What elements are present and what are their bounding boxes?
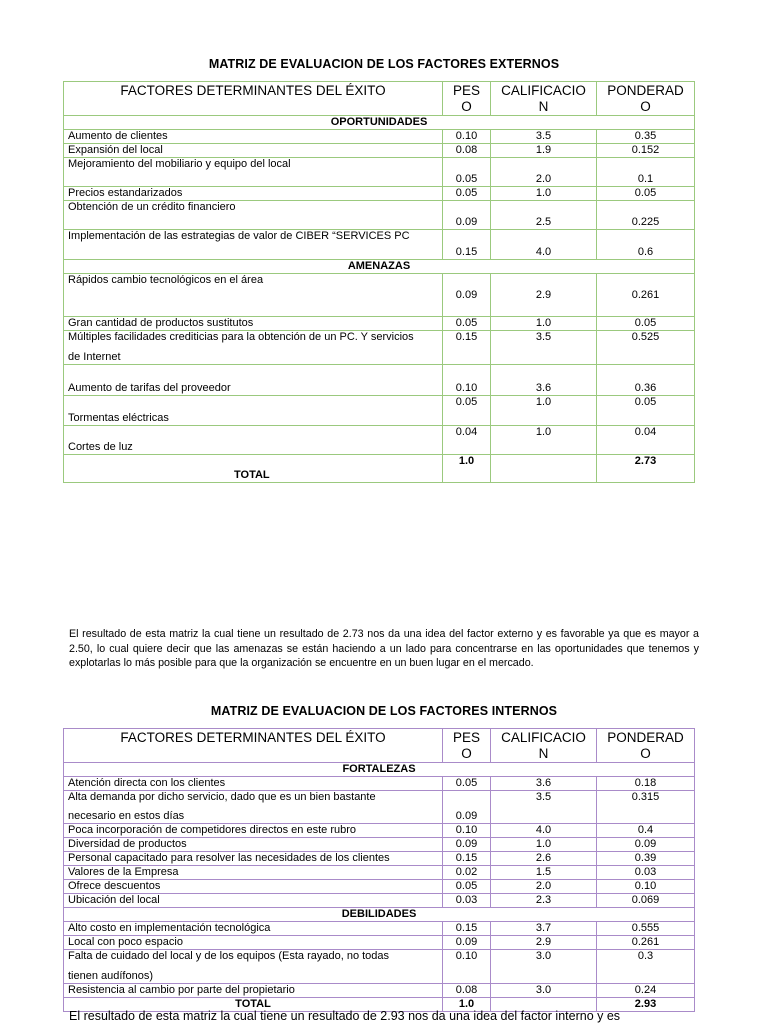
total-weight: 1.0: [443, 998, 491, 1012]
weighted-cell: 0.10: [597, 880, 695, 894]
weight-cell: 0.05: [443, 158, 491, 187]
weight-cell: 0.09: [443, 791, 491, 824]
factor-cell: Alto costo en implementación tecnológica: [64, 922, 443, 936]
weighted-cell: 0.315: [597, 791, 695, 824]
table-row: [64, 365, 695, 396]
rating-cell: 1.0: [491, 426, 597, 455]
rating-cell: 4.0: [491, 824, 597, 838]
weight-cell: 0.10: [443, 365, 491, 396]
external-result-paragraph: El resultado de esta matriz la cual tiene un resultado de 2.73 nos da una idea del factor externo y es favorable ya que es mayor a 2.50, lo cual quiere decir que las amenazas se están haciendo a un lado para concentrarse en las oportunidades que tenemos y explotarlas lo más posible para que la organización se encuentre en un buen lugar en el mercado.: [69, 628, 699, 669]
rating-cell: 2.3: [491, 894, 597, 908]
weighted-cell: 0.225: [597, 201, 695, 230]
table-row: [64, 894, 695, 908]
weighted-cell: 0.24: [597, 984, 695, 998]
section-row-weaknesses: [64, 908, 695, 922]
weight-cell: 0.09: [443, 838, 491, 852]
header-factors: FACTORES DETERMINANTES DEL ÉXITO: [64, 82, 443, 116]
weight-cell: 0.05: [443, 396, 491, 426]
rating-cell: 1.5: [491, 866, 597, 880]
factor-cell: Local con poco espacio: [64, 936, 443, 950]
weight-cell: 0.10: [443, 950, 491, 984]
weighted-cell: 0.069: [597, 894, 695, 908]
weight-cell: 0.10: [443, 130, 491, 144]
weighted-cell: 0.1: [597, 158, 695, 187]
factor-cell: Aumento de tarifas del proveedor: [64, 365, 443, 396]
factor-line-2: tienen audífonos): [68, 970, 154, 982]
factor-cell: Cortes de luz: [64, 426, 443, 455]
weight-cell: 0.09: [443, 274, 491, 317]
total-label: TOTAL: [64, 998, 443, 1012]
rating-cell: 3.0: [491, 950, 597, 984]
rating-cell: 3.6: [491, 365, 597, 396]
section-label: AMENAZAS: [64, 260, 695, 274]
weight-cell: 0.05: [443, 777, 491, 791]
factor-cell: [64, 950, 443, 984]
external-matrix-title: MATRIZ DE EVALUACION DE LOS FACTORES EXTERNOS: [208, 57, 560, 71]
rating-cell: 2.9: [491, 936, 597, 950]
rating-cell: 1.0: [491, 187, 597, 201]
weighted-cell: 0.05: [597, 317, 695, 331]
factor-cell: Aumento de clientes: [64, 130, 443, 144]
table-header-row: [64, 82, 695, 116]
header-weighted: PONDERAD O: [597, 729, 695, 763]
factor-line-2: necesario en estos días: [68, 810, 185, 822]
rating-cell: 3.5: [491, 130, 597, 144]
table-row: [64, 791, 695, 824]
weighted-cell: 0.36: [597, 365, 695, 396]
weight-cell: 0.05: [443, 880, 491, 894]
factor-line-1: Falta de cuidado del local y de los equipos (Esta rayado, no todas: [68, 950, 390, 962]
factor-cell: [64, 331, 443, 365]
weight-cell: 0.10: [443, 824, 491, 838]
table-header-row: [64, 729, 695, 763]
table-row: [64, 880, 695, 894]
weighted-cell: 0.03: [597, 866, 695, 880]
rating-cell: 3.0: [491, 984, 597, 998]
rating-cell: 3.6: [491, 777, 597, 791]
weighted-cell: 0.261: [597, 936, 695, 950]
table-total-row: [64, 455, 695, 483]
external-factors-table: [63, 81, 695, 483]
header-weighted: PONDERAD O: [597, 82, 695, 116]
table-row: [64, 158, 695, 187]
factor-cell: Mejoramiento del mobiliario y equipo del local: [64, 158, 443, 187]
weighted-cell: 0.05: [597, 187, 695, 201]
factor-line-1: Múltiples facilidades crediticias para la obtención de un PC. Y servicios: [68, 331, 414, 343]
factor-cell: Diversidad de productos: [64, 838, 443, 852]
rating-cell: 1.9: [491, 144, 597, 158]
rating-cell: 2.0: [491, 880, 597, 894]
weight-cell: 0.08: [443, 984, 491, 998]
table-row: [64, 838, 695, 852]
table-row: [64, 984, 695, 998]
total-weighted: 2.73: [597, 455, 695, 483]
weighted-cell: 0.04: [597, 426, 695, 455]
header-weight: PES O: [443, 82, 491, 116]
total-label: TOTAL: [64, 455, 443, 483]
weight-cell: 0.03: [443, 894, 491, 908]
table-row: [64, 852, 695, 866]
weighted-cell: 0.05: [597, 396, 695, 426]
weighted-cell: 0.525: [597, 331, 695, 365]
header-weight: PES O: [443, 729, 491, 763]
table-row: [64, 201, 695, 230]
factor-cell: [64, 791, 443, 824]
factor-cell: Ubicación del local: [64, 894, 443, 908]
section-row-threats: [64, 260, 695, 274]
table-row: [64, 950, 695, 984]
table-row: [64, 824, 695, 838]
factor-cell: Poca incorporación de competidores directos en este rubro: [64, 824, 443, 838]
weight-cell: 0.05: [443, 187, 491, 201]
table-row: [64, 230, 695, 260]
table-row: [64, 274, 695, 317]
table-row: [64, 922, 695, 936]
internal-factors-table: [63, 728, 695, 1012]
weight-cell: 0.08: [443, 144, 491, 158]
table-row: [64, 317, 695, 331]
factor-cell: Gran cantidad de productos sustitutos: [64, 317, 443, 331]
weighted-cell: 0.4: [597, 824, 695, 838]
weighted-cell: 0.261: [597, 274, 695, 317]
rating-cell: 1.0: [491, 838, 597, 852]
table-row: [64, 144, 695, 158]
section-row-opportunities: [64, 116, 695, 130]
total-weighted: 2.93: [597, 998, 695, 1012]
weight-cell: 0.05: [443, 317, 491, 331]
weighted-cell: 0.18: [597, 777, 695, 791]
weight-cell: 0.09: [443, 201, 491, 230]
rating-cell: 4.0: [491, 230, 597, 260]
factor-cell: Ofrece descuentos: [64, 880, 443, 894]
weighted-cell: 0.555: [597, 922, 695, 936]
table-row: [64, 866, 695, 880]
section-label: DEBILIDADES: [64, 908, 695, 922]
internal-matrix-title: MATRIZ DE EVALUACION DE LOS FACTORES INTERNOS: [210, 704, 558, 718]
weighted-cell: 0.35: [597, 130, 695, 144]
weighted-cell: 0.6: [597, 230, 695, 260]
factor-cell: Tormentas eléctricas: [64, 396, 443, 426]
rating-cell: 2.0: [491, 158, 597, 187]
rating-cell: 2.6: [491, 852, 597, 866]
factor-cell: Expansión del local: [64, 144, 443, 158]
header-factors: FACTORES DETERMINANTES DEL ÉXITO: [64, 729, 443, 763]
table-row: [64, 936, 695, 950]
section-label: OPORTUNIDADES: [64, 116, 695, 130]
weighted-cell: 0.39: [597, 852, 695, 866]
factor-cell: Valores de la Empresa: [64, 866, 443, 880]
rating-cell: 1.0: [491, 317, 597, 331]
weight-cell: 0.02: [443, 866, 491, 880]
total-rating-empty: [491, 455, 597, 483]
weight-cell: 0.15: [443, 331, 491, 365]
weight-cell: 0.15: [443, 852, 491, 866]
factor-line-2: de Internet: [68, 351, 121, 363]
weighted-cell: 0.09: [597, 838, 695, 852]
header-rating: CALIFICACIO N: [491, 82, 597, 116]
section-row-strengths: [64, 763, 695, 777]
total-weight: 1.0: [443, 455, 491, 483]
rating-cell: 3.7: [491, 922, 597, 936]
factor-cell: Atención directa con los clientes: [64, 777, 443, 791]
factor-cell: Obtención de un crédito financiero: [64, 201, 443, 230]
weight-cell: 0.15: [443, 922, 491, 936]
weight-cell: 0.09: [443, 936, 491, 950]
table-row: [64, 426, 695, 455]
section-label: FORTALEZAS: [64, 763, 695, 777]
factor-cell: Resistencia al cambio por parte del propietario: [64, 984, 443, 998]
header-rating: CALIFICACIO N: [491, 729, 597, 763]
factor-cell: Precios estandarizados: [64, 187, 443, 201]
table-row: [64, 396, 695, 426]
weight-cell: 0.04: [443, 426, 491, 455]
factor-line-1: Alta demanda por dicho servicio, dado que es un bien bastante: [68, 791, 376, 803]
rating-cell: 1.0: [491, 396, 597, 426]
weight-cell: 0.15: [443, 230, 491, 260]
factor-cell: Personal capacitado para resolver las necesidades de los clientes: [64, 852, 443, 866]
table-row: [64, 331, 695, 365]
table-row: [64, 777, 695, 791]
rating-cell: 2.5: [491, 201, 597, 230]
internal-result-paragraph: El resultado de esta matriz la cual tiene un resultado de 2.93 nos da una idea del factor interno y es: [69, 1009, 621, 1023]
rating-cell: 2.9: [491, 274, 597, 317]
factor-cell: Rápidos cambio tecnológicos en el área: [64, 274, 443, 317]
weighted-cell: 0.3: [597, 950, 695, 984]
rating-cell: 3.5: [491, 791, 597, 824]
rating-cell: 3.5: [491, 331, 597, 365]
weighted-cell: 0.152: [597, 144, 695, 158]
table-row: [64, 187, 695, 201]
table-row: [64, 130, 695, 144]
factor-cell: Implementación de las estrategias de valor de CIBER “SERVICES PC: [64, 230, 443, 260]
